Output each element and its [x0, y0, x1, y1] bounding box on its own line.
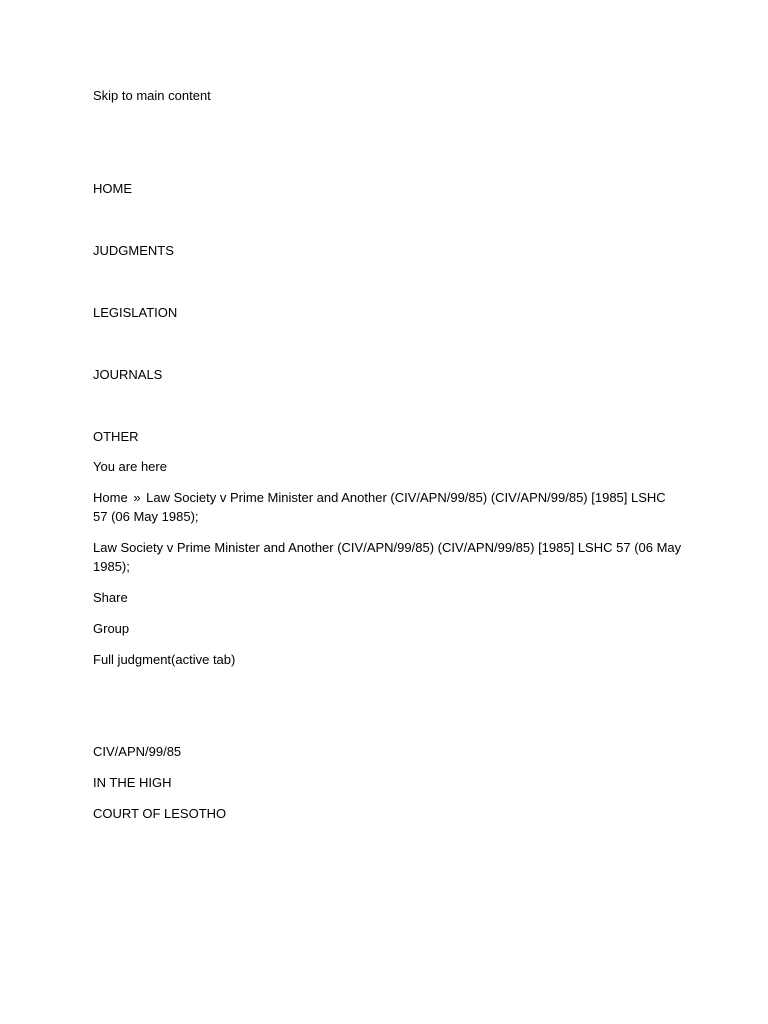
breadcrumb-current: Law Society v Prime Minister and Another (CIV/APN/99/85) (CIV/APN/99/85) [1985] LSHC 57 (06 May 1985); [93, 490, 666, 524]
case-number: CIV/APN/99/85 [93, 744, 182, 759]
tab-full-judgment[interactable]: Full judgment(active tab) [93, 652, 236, 667]
court-name-line-2: COURT OF LESOTHO [93, 806, 227, 821]
nav-item-other[interactable]: OTHER [93, 429, 139, 444]
breadcrumb-home-link[interactable]: Home [93, 490, 128, 505]
nav-item-home[interactable]: HOME [93, 181, 132, 196]
breadcrumb-heading: You are here [93, 459, 167, 474]
group-link[interactable]: Group [93, 621, 130, 636]
breadcrumb [93, 488, 683, 526]
nav-item-legislation[interactable]: LEGISLATION [93, 305, 178, 320]
share-link[interactable]: Share [93, 590, 128, 605]
page-title: Law Society v Prime Minister and Another (CIV/APN/99/85) (CIV/APN/99/85) [1985] LSHC 57 (06 May 1985); [93, 540, 682, 574]
nav-item-journals[interactable]: JOURNALS [93, 367, 163, 382]
court-name-line-1: IN THE HIGH [93, 775, 172, 790]
nav-item-judgments[interactable]: JUDGMENTS [93, 243, 174, 258]
skip-to-main-content-link[interactable]: Skip to main content [93, 88, 211, 103]
breadcrumb-separator: » [133, 490, 141, 505]
